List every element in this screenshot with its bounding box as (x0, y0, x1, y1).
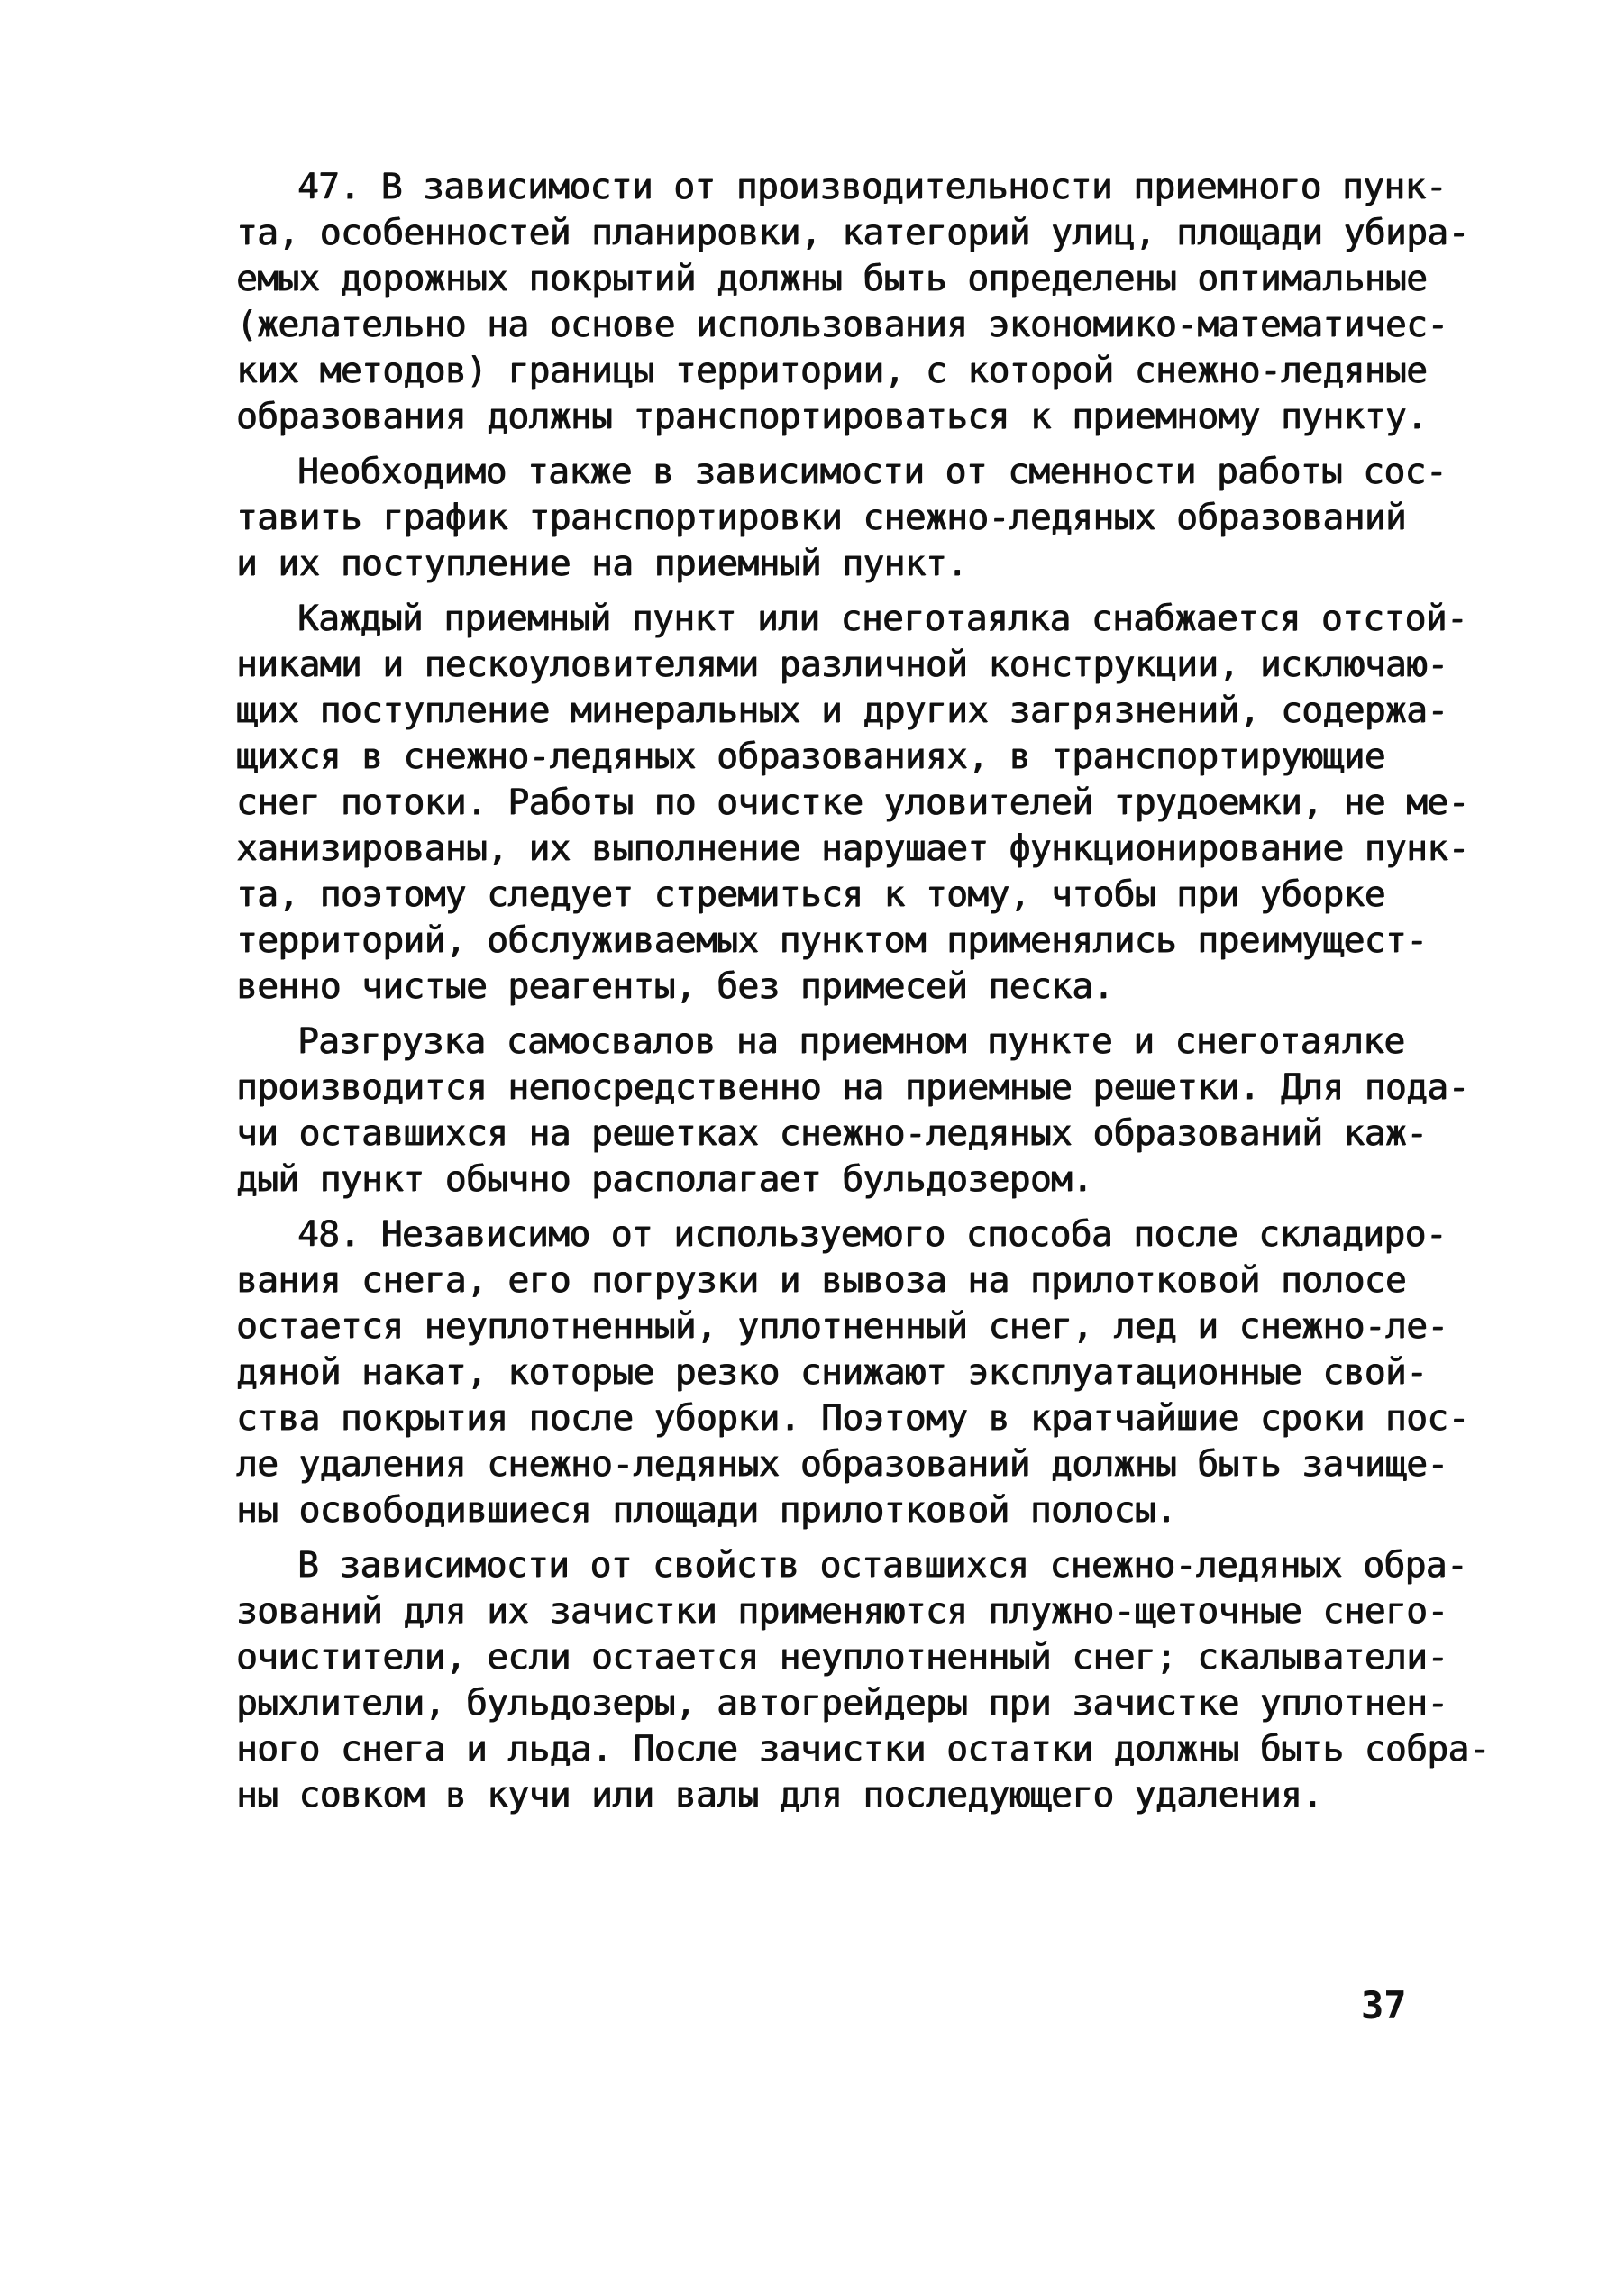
text-line: (желательно на основе использования экономико-математичес- (236, 304, 1448, 345)
text-line: тавить график транспортировки снежно-ледяных образований (236, 497, 1407, 538)
text-line: В зависимости от свойств оставшихся снежно-ледяных обра- (297, 1544, 1468, 1586)
text-line: щихся в снежно-ледяных образованиях, в транспортирующие (236, 736, 1385, 777)
text-line: 47. В зависимости от производительности приемного пунк- (297, 166, 1447, 207)
text-line: ких методов) границы территории, с которой снежно-ледяные (236, 350, 1428, 391)
paragraph-48 (236, 1212, 1469, 1533)
paragraph-schedule (236, 449, 1447, 587)
text-line: ны совком в кучи или валы для последующего удаления. (236, 1774, 1323, 1816)
text-line: Каждый приемный пункт или снеготаялка снабжается отстой- (297, 598, 1468, 639)
page-number: 37 (1361, 1983, 1407, 2027)
text-line: вания снега, его погрузки и вывоза на прилотковой полосе (236, 1259, 1407, 1301)
text-line: зований для их зачистки применяются плужно-щеточные снего- (236, 1590, 1448, 1632)
text-line: очистители, если остается неуплотненный снег; скалыватели- (236, 1636, 1448, 1678)
text-line: образования должны транспортироваться к приемному пункту. (236, 396, 1428, 437)
text-line: снег потоки. Работы по очистке уловителей трудоемки, не ме- (236, 782, 1469, 823)
text-line: та, особенностей планировки, категорий улиц, площади убира- (236, 212, 1469, 253)
text-line: чи оставшихся на решетках снежно-ледяных образований каж- (236, 1112, 1428, 1154)
text-line: дяной накат, которые резко снижают эксплуатационные свой- (236, 1351, 1428, 1393)
body-text (236, 164, 1490, 1827)
text-line: Разгрузка самосвалов на приемном пункте и снеготаялке (297, 1020, 1405, 1062)
text-line: щих поступление минеральных и других загрязнений, содержа- (236, 690, 1448, 731)
text-line: 48. Независимо от используемого способа после складиро- (297, 1213, 1447, 1255)
paragraph-settlers (236, 596, 1469, 1010)
text-line: ного снега и льда. После зачистки остатки должны быть собра- (236, 1728, 1490, 1770)
text-line: и их поступление на приемный пункт. (236, 543, 968, 584)
text-line: емых дорожных покрытий должны быть определены оптимальные (236, 258, 1428, 299)
text-line: ства покрытия после уборки. Поэтому в кратчайшие сроки пос- (236, 1397, 1469, 1439)
text-line: производится непосредственно на приемные решетки. Для пода- (236, 1066, 1469, 1108)
text-line: никами и пескоуловителями различной конструкции, исключаю- (236, 644, 1448, 685)
paragraph-unloading (236, 1019, 1469, 1203)
paragraph-47 (236, 164, 1469, 440)
text-line: остается неуплотненный, уплотненный снег, лед и снежно-ле- (236, 1305, 1448, 1347)
text-line: территорий, обслуживаемых пунктом применялись преимущест- (236, 919, 1428, 961)
paragraph-cleaning (236, 1542, 1490, 1818)
text-line: ны освободившиеся площади прилотковой полосы. (236, 1489, 1177, 1531)
text-line: та, поэтому следует стремиться к тому, чтобы при уборке (236, 874, 1385, 915)
text-line: ханизированы, их выполнение нарушает функционирование пунк- (236, 828, 1469, 869)
text-line: ле удаления снежно-ледяных образований должны быть зачище- (236, 1443, 1448, 1485)
text-line: венно чистые реагенты, без примесей песка. (236, 965, 1114, 1007)
text-line: дый пункт обычно располагает бульдозером. (236, 1158, 1093, 1200)
text-line: Необходимо также в зависимости от сменности работы сос- (297, 451, 1447, 492)
text-line: рыхлители, бульдозеры, автогрейдеры при зачистке уплотнен- (236, 1682, 1448, 1724)
